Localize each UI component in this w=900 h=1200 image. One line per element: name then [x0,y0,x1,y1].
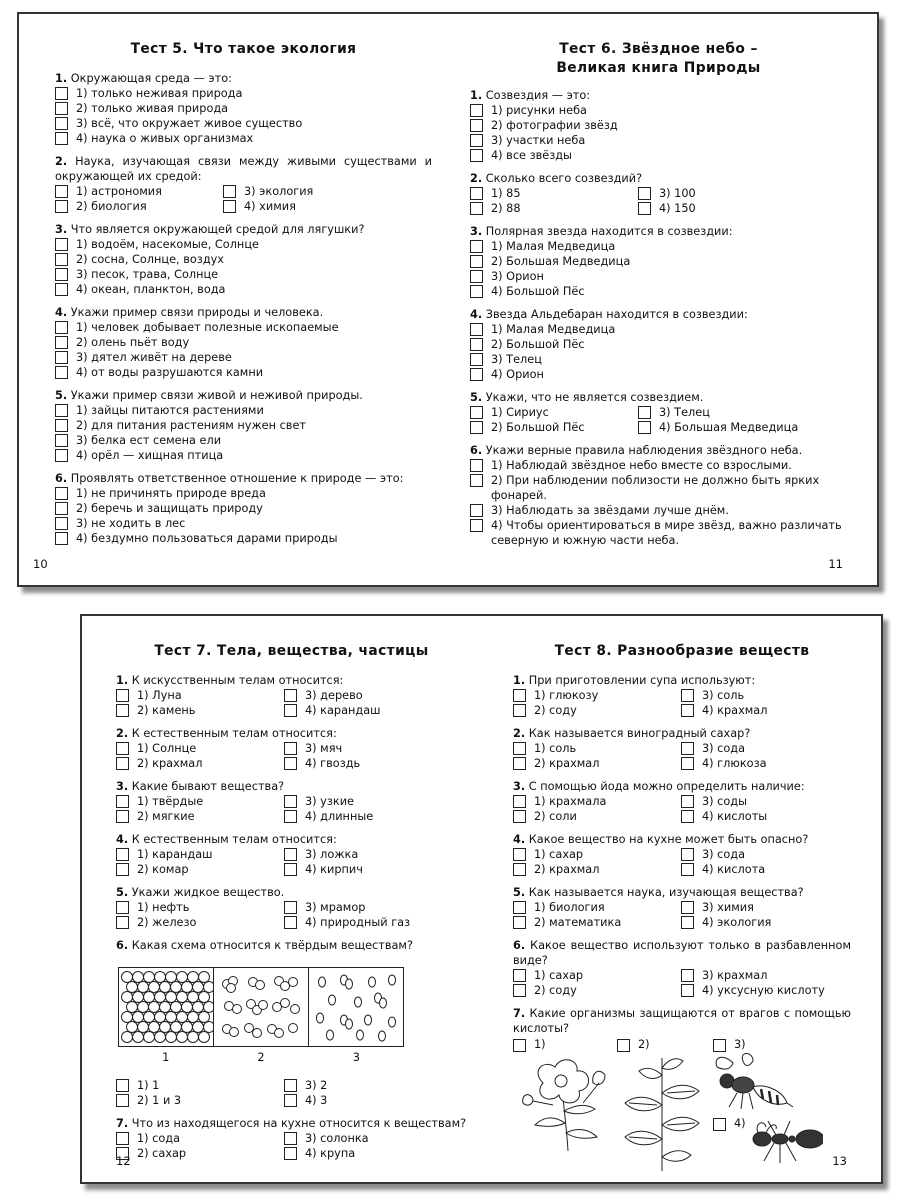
page-number: 13 [832,1154,847,1168]
question: 2. Как называется виноградный сахар? 1) соль 3) сода 2) крахмал 4) глюкоза [513,726,851,771]
answer-option[interactable]: 4) от воды разрушаются камни [55,365,432,380]
checkbox-icon[interactable] [681,810,694,823]
checkbox-icon[interactable] [470,459,483,472]
scheme-1-solid [119,968,214,1046]
answer-option[interactable]: 3) соль [681,688,851,703]
question: 2. Сколько всего созвездий? 1) 85 3) 100 2) 88 4) 150 [470,171,847,216]
answer-option[interactable]: 2) крахмал [513,756,681,771]
checkbox-icon[interactable] [470,187,483,200]
test-8-title: Тест 8. Разнообразие веществ [554,643,810,659]
answer-option[interactable]: 4) карандаш [284,703,467,718]
book-spread-pages-10-11 [17,12,879,587]
checkbox-icon[interactable] [470,149,483,162]
test-5-title: Тест 5. Что такое экология [130,41,357,57]
answer-option[interactable]: 1) водоём, насекомые, Солнце [55,237,432,252]
answer-option[interactable]: 1) Солнце [116,741,284,756]
answer-option[interactable]: 4) бездумно пользоваться дарами природы [55,531,432,546]
answer-option[interactable]: 2) только живая природа [55,101,432,116]
checkbox-icon[interactable] [55,87,68,100]
question: 5. Укажи жидкое вещество. 1) нефть 3) мрамор 2) железо 4) природный газ [116,885,467,930]
answer-option[interactable]: 3) узкие [284,794,467,809]
checkbox-icon[interactable] [116,863,129,876]
loose-particles-icon [217,972,305,1042]
checkbox-icon[interactable] [713,1118,726,1131]
answer-option[interactable]: 2) Большой Пёс [470,337,847,352]
checkbox-icon[interactable] [55,185,68,198]
answer-option[interactable]: 3) участки неба [470,133,847,148]
question: 1. При приготовлении супа используют: 1) глюкозу 3) соль 2) соду 4) крахмал [513,673,851,718]
answer-option[interactable]: 3) 100 [638,186,847,201]
checkbox-icon[interactable] [513,916,526,929]
checkbox-icon[interactable] [470,504,483,517]
answer-option[interactable]: 3) сода [681,847,851,862]
organism-option-3[interactable]: 3) [713,1038,823,1053]
checkbox-icon[interactable] [55,532,68,545]
answer-option[interactable]: 3) экология [223,184,432,199]
checkbox-icon[interactable] [470,104,483,117]
checkbox-icon[interactable] [284,1132,297,1145]
answer-option[interactable]: 2) 1 и 3 [116,1093,284,1108]
answer-option[interactable]: 3) не ходить в лес [55,516,432,531]
answer-option[interactable]: 3) дятел живёт на дереве [55,350,432,365]
checkbox-icon[interactable] [55,238,68,251]
question: 1. Созвездия — это: 1) рисунки неба 2) фотографии звёзд 3) участки неба 4) все звёзды [470,88,847,163]
answer-option[interactable]: 4) орёл — хищная птица [55,448,432,463]
question: 5. Укажи, что не является созвездием. 1) Сириус 3) Телец 2) Большой Пёс 4) Большая Медведица [470,390,847,435]
checkbox-icon[interactable] [55,434,68,447]
checkbox-icon[interactable] [681,901,694,914]
question: 3. Полярная звезда находится в созвездии: 1) Малая Медведица 2) Большая Медведица 3) Орион 4) Большой Пёс [470,224,847,299]
checkbox-icon[interactable] [681,704,694,717]
question: 6. Какое вещество используют только в разбавленном виде? 1) сахар 3) крахмал 2) соду 4) уксусную кислоту [513,939,851,997]
answer-option[interactable]: 2) 88 [470,201,638,216]
answer-option[interactable]: 4) длинные [284,809,467,824]
test-8-questions [513,673,851,1173]
checkbox-icon[interactable] [470,255,483,268]
question: 4. К естественным телам относится: 1) карандаш 3) ложка 2) комар 4) кирпич [116,832,467,877]
checkbox-icon[interactable] [116,689,129,702]
answer-option[interactable]: 4) природный газ [284,915,467,930]
checkbox-icon[interactable] [55,517,68,530]
answer-option[interactable]: 1) зайцы питаются растениями [55,403,432,418]
checkbox-icon[interactable] [513,757,526,770]
answer-option[interactable]: 3) сода [681,741,851,756]
checkbox-icon[interactable] [55,366,68,379]
checkbox-icon[interactable] [116,704,129,717]
checkbox-icon[interactable] [55,404,68,417]
answer-option[interactable]: 3) песок, трава, Солнце [55,267,432,282]
question: 3. Что является окружающей средой для лягушки? 1) водоём, насекомые, Солнце 2) сосна, Солнце, воздух 3) песок, трава, Солнце 4) океан, планктон, вода [55,222,432,297]
answer-option[interactable]: 3) соды [681,794,851,809]
checkbox-icon[interactable] [55,502,68,515]
checkbox-icon[interactable] [55,132,68,145]
checkbox-icon[interactable] [55,200,68,213]
page-10 [19,14,450,585]
checkbox-icon[interactable] [55,117,68,130]
answer-option[interactable]: 4) Большой Пёс [470,284,847,299]
answer-option[interactable]: 1) 1 [116,1078,284,1093]
answer-option[interactable]: 4) глюкоза [681,756,851,771]
answer-option[interactable]: 4) 3 [284,1093,467,1108]
checkbox-icon[interactable] [116,742,129,755]
checkbox-icon[interactable] [116,795,129,808]
answer-option[interactable]: 2) соду [513,983,681,998]
checkbox-icon[interactable] [55,449,68,462]
answer-option[interactable]: 1) карандаш [116,847,284,862]
checkbox-icon[interactable] [681,984,694,997]
test-6-title: Тест 6. Звёздное небо – Великая книга Природы [556,41,761,76]
page-12 [82,616,483,1182]
wasp-drawing-icon [713,1053,803,1113]
test-7-questions [116,673,467,1161]
answer-option[interactable]: 2) сосна, Солнце, воздух [55,252,432,267]
answer-option[interactable]: 1) нефть [116,900,284,915]
question: 4. Какое вещество на кухне может быть опасно? 1) сахар 3) сода 2) крахмал 4) кислота [513,832,851,877]
checkbox-icon[interactable] [55,351,68,364]
checkbox-icon[interactable] [470,338,483,351]
answer-option[interactable]: 1) сахар [513,968,681,983]
checkbox-icon[interactable] [284,757,297,770]
checkbox-icon[interactable] [116,1094,129,1107]
question: 1. К искусственным телам относится: 1) Луна 3) дерево 2) камень 4) карандаш [116,673,467,718]
answer-option[interactable]: 3) Наблюдать за звёздами лучше днём. [470,503,847,518]
answer-option[interactable]: 2) беречь и защищать природу [55,501,432,516]
answer-option[interactable]: 1) глюкозу [513,688,681,703]
checkbox-icon[interactable] [513,795,526,808]
organisms-pictures [513,1038,851,1173]
answer-option[interactable]: 3) Орион [470,269,847,284]
answer-option[interactable]: 4) уксусную кислоту [681,983,851,998]
answer-option[interactable]: 2) сахар [116,1146,284,1161]
scheme-3-gas [309,968,403,1046]
checkbox-icon[interactable] [681,969,694,982]
answer-option[interactable]: 3) крахмал [681,968,851,983]
nettle-drawing-icon [617,1053,707,1173]
answer-option[interactable]: 2) железо [116,915,284,930]
test-5-questions [55,71,432,546]
answer-option[interactable]: 4) кислоты [681,809,851,824]
checkbox-icon[interactable] [284,1147,297,1160]
answer-option[interactable]: 1) Луна [116,688,284,703]
checkbox-icon[interactable] [470,519,483,532]
question: 3. С помощью йода можно определить наличие: 1) крахмала 3) соды 2) соли 4) кислоты [513,779,851,824]
checkbox-icon[interactable] [223,185,236,198]
checkbox-icon[interactable] [470,353,483,366]
organism-option-2[interactable]: 2) [617,1038,713,1173]
checkbox-icon[interactable] [470,474,483,487]
question: 2. Наука, изучающая связи между живыми существами и окружающей их средой: 1) астрономия 3) экология 2) биология 4) химия [55,155,433,213]
answer-option[interactable]: 1) Сириус [470,405,638,420]
answer-option[interactable]: 2) камень [116,703,284,718]
answer-option[interactable]: 1) твёрдые [116,794,284,809]
checkbox-icon[interactable] [284,704,297,717]
answer-option[interactable]: 2) фотографии звёзд [470,118,847,133]
answer-option[interactable]: 2) Большая Медведица [470,254,847,269]
answer-option[interactable]: 4) Орион [470,367,847,382]
checkbox-icon[interactable] [470,270,483,283]
answer-option[interactable]: 4) гвоздь [284,756,467,771]
scheme-labels: 1 2 3 [162,1051,360,1064]
checkbox-icon[interactable] [713,1039,726,1052]
book-spread-pages-12-13 [80,614,883,1184]
question: 2. К естественным телам относится: 1) Солнце 3) мяч 2) крахмал 4) гвоздь [116,726,467,771]
answer-option[interactable]: 2) соли [513,809,681,824]
checkbox-icon[interactable] [223,200,236,213]
answer-option[interactable]: 3) Телец [638,405,847,420]
answer-option[interactable]: 4) крупа [284,1146,467,1161]
test-6-questions [470,88,847,548]
checkbox-icon[interactable] [681,689,694,702]
answer-option[interactable]: 2) соду [513,703,681,718]
checkbox-icon[interactable] [681,916,694,929]
question: 1. Окружающая среда — это: 1) только неживая природа 2) только живая природа 3) всё, что окружает живое существо 4) наука о живых организмах [55,71,432,146]
checkbox-icon[interactable] [116,848,129,861]
question: 6. Какая схема относится к твёрдым веществам? 1 2 3 1) 1 3) 2 2) 1 и 3 4) 3 [116,938,467,1108]
question: 4. Укажи пример связи природы и человека. 1) человек добывает полезные ископаемые 2) олень пьёт воду 3) дятел живёт на дереве 4) от воды разрушаются камни [55,305,432,380]
answer-option[interactable]: 4) все звёзды [470,148,847,163]
answer-option[interactable]: 1) астрономия [55,184,223,199]
checkbox-icon[interactable] [284,689,297,702]
checkbox-icon[interactable] [116,1079,129,1092]
answer-option[interactable]: 4) кислота [681,862,851,877]
checkbox-icon[interactable] [513,810,526,823]
checkbox-icon[interactable] [513,689,526,702]
checkbox-icon[interactable] [681,863,694,876]
page-number: 10 [33,557,48,571]
answer-option[interactable]: 3) белка ест семена ели [55,433,432,448]
checkbox-icon[interactable] [284,810,297,823]
answer-option[interactable]: 2) математика [513,915,681,930]
answer-option[interactable]: 3) 2 [284,1078,467,1093]
checkbox-icon[interactable] [617,1039,630,1052]
checkbox-icon[interactable] [470,134,483,147]
answer-option[interactable]: 1) сода [116,1131,284,1146]
page-number: 11 [828,557,843,571]
answer-option[interactable]: 4) экология [681,915,851,930]
checkbox-icon[interactable] [284,916,297,929]
checkbox-icon[interactable] [638,406,651,419]
answer-option[interactable]: 4) Большая Медведица [638,420,847,435]
answer-option[interactable]: 1) рисунки неба [470,103,847,118]
checkbox-icon[interactable] [55,419,68,432]
checkbox-icon[interactable] [55,487,68,500]
question: 5. Укажи пример связи живой и неживой природы. 1) зайцы питаются растениями 2) для питания растениям нужен свет 3) белка ест семена ели 4) орёл — хищная птица [55,388,432,463]
organism-options-3-4 [713,1038,823,1167]
checkbox-icon[interactable] [681,757,694,770]
checkbox-icon[interactable] [638,421,651,434]
answer-option[interactable]: 3) ложка [284,847,467,862]
organism-option-4[interactable]: 4) [713,1117,823,1167]
answer-option[interactable]: 3) химия [681,900,851,915]
answer-option[interactable]: 3) всё, что окружает живое существо [55,116,432,131]
checkbox-icon[interactable] [470,240,483,253]
answer-option[interactable]: 2) для питания растениям нужен свет [55,418,432,433]
question: 5. Как называется наука, изучающая вещества? 1) биология 3) химия 2) математика 4) экология [513,885,851,930]
checkbox-icon[interactable] [284,1079,297,1092]
answer-option[interactable]: 4) химия [223,199,432,214]
answer-option[interactable]: 4) океан, планктон, вода [55,282,432,297]
answer-option[interactable]: 4) 150 [638,201,847,216]
answer-option[interactable]: 1) Малая Медведица [470,322,847,337]
answer-option[interactable]: 1) человек добывает полезные ископаемые [55,320,432,335]
question: 6. Укажи верные правила наблюдения звёздного неба. 1) Наблюдай звёздное небо вместе со взрослыми. 2) При наблюдении поблизости не должно быть ярких фонарей. 3) Наблюдать за звёздами лучше днём. 4) Чтобы ориентироваться в мире звёзд, важно различать северную и южную части неба. [470,443,847,548]
checkbox-icon[interactable] [55,253,68,266]
answer-option[interactable]: 4) кирпич [284,862,467,877]
scheme-2-liquid [214,968,309,1046]
checkbox-icon[interactable] [470,368,483,381]
answer-option[interactable]: 3) дерево [284,688,467,703]
checkbox-icon[interactable] [55,102,68,115]
answer-option[interactable]: 3) Телец [470,352,847,367]
answer-option[interactable]: 3) мяч [284,741,467,756]
checkbox-icon[interactable] [55,268,68,281]
answer-option[interactable]: 1) 85 [470,186,638,201]
particle-schemes-figure [118,967,404,1047]
answer-option[interactable]: 2) олень пьёт воду [55,335,432,350]
checkbox-icon[interactable] [116,901,129,914]
question: 6. Проявлять ответственное отношение к природе — это: 1) не причинять природе вреда 2) беречь и защищать природу 3) не ходить в лес 4) бездумно пользоваться дарами природы [55,471,432,546]
page-13 [483,616,883,1182]
answer-option[interactable]: 1) Наблюдай звёздное небо вместе со взрослыми. [470,458,847,473]
question: 4. Звезда Альдебаран находится в созвездии: 1) Малая Медведица 2) Большой Пёс 3) Телец 4) Орион [470,307,847,382]
checkbox-icon[interactable] [470,406,483,419]
checkbox-icon[interactable] [681,848,694,861]
answer-option[interactable]: 2) Большой Пёс [470,420,638,435]
checkbox-icon[interactable] [638,187,651,200]
answer-option[interactable]: 1) крахмала [513,794,681,809]
checkbox-icon[interactable] [513,969,526,982]
checkbox-icon[interactable] [55,336,68,349]
scattered-particles-icon [312,972,400,1042]
answer-option[interactable]: 1) соль [513,741,681,756]
checkbox-icon[interactable] [513,863,526,876]
checkbox-icon[interactable] [116,757,129,770]
checkbox-icon[interactable] [681,742,694,755]
answer-option[interactable]: 4) Чтобы ориентироваться в мире звёзд, важно различать северную и южную части неба. [470,518,847,548]
answer-option[interactable]: 3) солонка [284,1131,467,1146]
checkbox-icon[interactable] [284,848,297,861]
test-7-title: Тест 7. Тела, вещества, частицы [154,643,429,659]
organism-option-1[interactable]: 1) [513,1038,617,1153]
checkbox-icon[interactable] [470,421,483,434]
checkbox-icon[interactable] [513,901,526,914]
question: 3. Какие бывают вещества? 1) твёрдые 3) узкие 2) мягкие 4) длинные [116,779,467,824]
answer-option[interactable]: 2) крахмал [513,862,681,877]
question: 7. Что из находящегося на кухне относится к веществам? 1) сода 3) солонка 2) сахар 4) крупа [116,1117,467,1160]
checkbox-icon[interactable] [470,202,483,215]
page-11 [450,14,879,585]
checkbox-icon[interactable] [55,283,68,296]
answer-option[interactable]: 1) Малая Медведица [470,239,847,254]
answer-option[interactable]: 3) мрамор [284,900,467,915]
answer-option[interactable]: 4) наука о живых организмах [55,131,432,146]
question: 7. Какие организмы защищаются от врагов с помощью кислоты? 1) 2) 3) 4) [513,1006,851,1173]
answer-option[interactable]: 2) биология [55,199,223,214]
ant-drawing-icon [750,1117,823,1167]
checkbox-icon[interactable] [513,704,526,717]
answer-option[interactable]: 2) крахмал [116,756,284,771]
checkbox-icon[interactable] [284,795,297,808]
page-number: 12 [116,1154,131,1168]
checkbox-icon[interactable] [284,863,297,876]
answer-option[interactable]: 1) только неживая природа [55,86,432,101]
checkbox-icon[interactable] [55,321,68,334]
dense-particles-icon [119,969,213,1045]
checkbox-icon[interactable] [284,901,297,914]
rose-drawing-icon [513,1053,613,1153]
checkbox-icon[interactable] [284,742,297,755]
checkbox-icon[interactable] [470,119,483,132]
answer-option[interactable]: 2) комар [116,862,284,877]
checkbox-icon[interactable] [681,795,694,808]
checkbox-icon[interactable] [116,810,129,823]
answer-option[interactable]: 4) крахмал [681,703,851,718]
answer-option[interactable]: 2) мягкие [116,809,284,824]
answer-option[interactable]: 1) сахар [513,847,681,862]
answer-option[interactable]: 1) биология [513,900,681,915]
checkbox-icon[interactable] [470,285,483,298]
checkbox-icon[interactable] [513,848,526,861]
checkbox-icon[interactable] [513,742,526,755]
checkbox-icon[interactable] [284,1094,297,1107]
checkbox-icon[interactable] [470,323,483,336]
checkbox-icon[interactable] [116,1132,129,1145]
checkbox-icon[interactable] [513,984,526,997]
checkbox-icon[interactable] [116,916,129,929]
answer-option[interactable]: 1) не причинять природе вреда [55,486,432,501]
answer-option[interactable]: 2) При наблюдении поблизости не должно быть ярких фонарей. [470,473,847,503]
checkbox-icon[interactable] [638,202,651,215]
checkbox-icon[interactable] [513,1039,526,1052]
